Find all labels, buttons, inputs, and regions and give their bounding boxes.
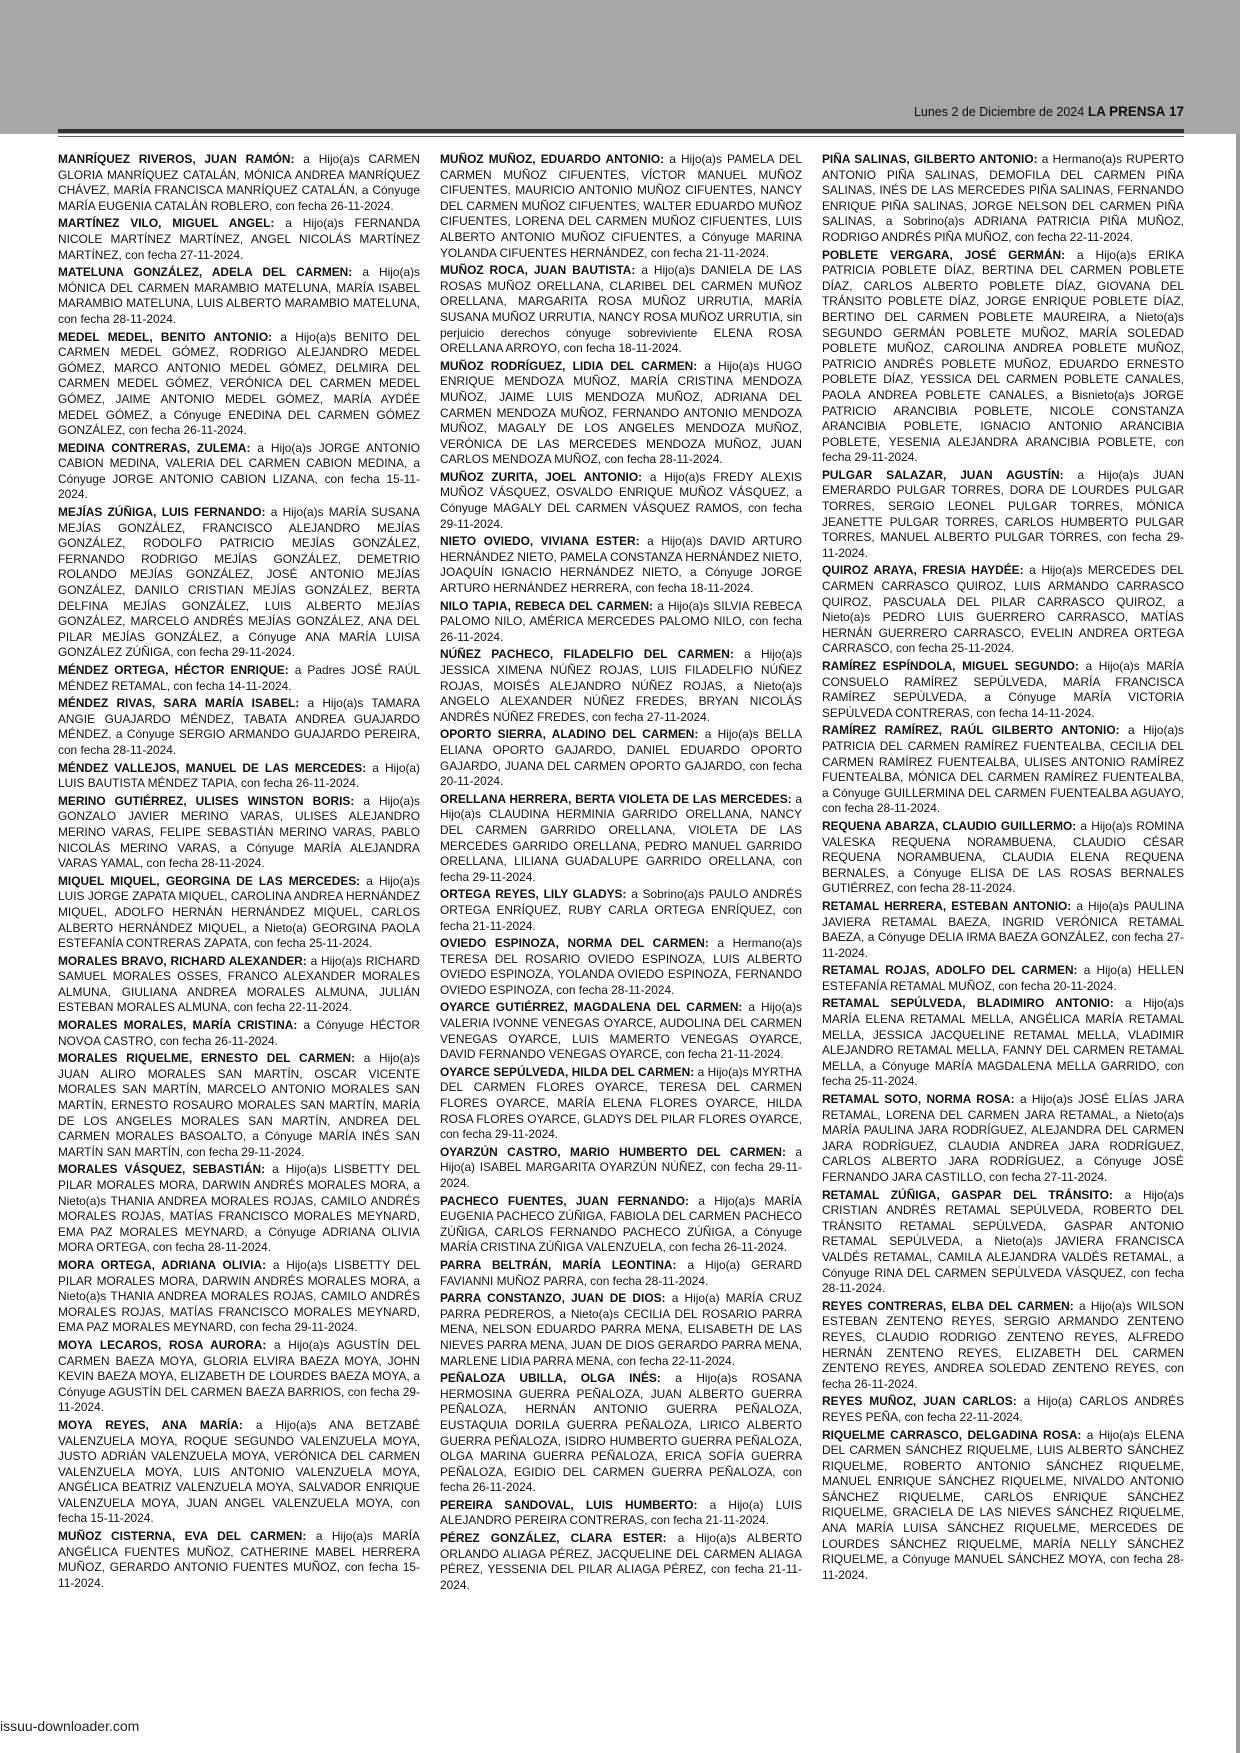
- notice-name: OYARCE SEPÚLVEDA, HILDA DEL CARMEN:: [440, 1064, 695, 1079]
- notice-entry: [440, 1498, 802, 1529]
- notice-name: MORALES MORALES, MARÍA CRISTINA:: [58, 1018, 298, 1033]
- notice-name: RETAMAL ROJAS, ADOLFO DEL CARMEN:: [822, 963, 1078, 978]
- page-edge: [1236, 134, 1240, 1753]
- notice-text: a Hijo(a)s CARMEN GLORIA MANRÍQUEZ CATALÁN, MÓNICA ANDREA MANRÍQUEZ CHÁVEZ, MARÍA FRANCISCA MANRÍQUEZ CATALÁN, a Cónyuge MARÍA EUGENIA CATALÁN ROBLERO, con fecha 26-11-2024.: [58, 152, 420, 213]
- notice-entry: [822, 1428, 1184, 1584]
- notice-name: MOYA REYES, ANA MARÍA:: [58, 1417, 243, 1432]
- notice-name: OYARZÚN CASTRO, MARIO HUMBERTO DEL CARMEN:: [440, 1144, 786, 1159]
- notice-text: a Hijo(a)s LISBETTY DEL PILAR MORALES MORA, DARWIN ANDRÉS MORALES MORA, a Nieto(a)s THANIA ANDREA MORALES ROJAS, CAMILO ANDRÉS MORALES ROJAS, MATÍAS FRANCISCO MORALES MEYNARD, EMA PAZ MORALES MEYNARD, a Cónyuge ADRIANA OLIVIA MORA ORTEGA, con fecha 28-11-2024.: [58, 1162, 420, 1255]
- notice-text: a Hijo(a) LUIS BAUTISTA MÉNDEZ TAPIA, con fecha 26-11-2024.: [58, 760, 420, 791]
- notice-text: a Hijo(a)s JESSICA XIMENA NÚÑEZ ROJAS, LUIS FILADELFIO NÚÑEZ ROJAS, MOISÉS ALEJANDRO NÚÑEZ ROJAS, a Nieto(a)s ANGELO ALEXANDER NÚÑEZ FREDES, BRYAN NICOLÁS ANDRÉS NÚÑEZ FREDES, con fecha 27-11-2024.: [440, 647, 802, 724]
- notice-name: MEDINA CONTRERAS, ZULEMA:: [58, 440, 251, 455]
- notice-name: MORALES BRAVO, RICHARD ALEXANDER:: [58, 953, 307, 968]
- notice-name: PEREIRA SANDOVAL, LUIS HUMBERTO:: [440, 1497, 698, 1512]
- notice-name: OVIEDO ESPINOZA, NORMA DEL CARMEN:: [440, 936, 709, 951]
- notice-text: a Hijo(a) GERARD FAVIANNI MUÑOZ PARRA, con fecha 28-11-2024.: [440, 1257, 802, 1288]
- notice-text: a Hijo(a)s PAMELA DEL CARMEN MUÑOZ CIFUENTES, VÍCTOR MANUEL MUÑOZ CIFUENTES, MAURICIO ANTONIO MUÑOZ CIFUENTES, NANCY DEL CARMEN MUÑOZ CIFUENTES, WALTER EDUARDO MUÑOZ CIFUENTES, LORENA DEL CARMEN MUÑOZ CIFUENTES, LUIS ALBERTO ANTONIO MUÑOZ CIFUENTES, a Cónyuge MARINA YOLANDA CIFUENTES HERNÁNDEZ, con fecha 21-11-2024.: [440, 152, 802, 260]
- notice-entry: [58, 1529, 420, 1591]
- notice-entry: [440, 599, 802, 646]
- notice-entry: [440, 1145, 802, 1192]
- notice-name: QUIROZ ARAYA, FRESIA HAYDÉE:: [822, 563, 1024, 578]
- header-page-number: 17: [1168, 104, 1184, 119]
- column-1: [58, 152, 420, 1652]
- notice-name: ORTEGA REYES, LILY GLADYS:: [440, 887, 627, 902]
- notice-name: MÉNDEZ VALLEJOS, MANUEL DE LAS MERCEDES:: [58, 760, 367, 775]
- notice-name: OYARCE GUTIÉRREZ, MAGDALENA DEL CARMEN:: [440, 1000, 743, 1015]
- notice-entry: [822, 819, 1184, 897]
- notice-entry: [58, 794, 420, 872]
- notice-text: a Hijo(a)s JOSÉ ELÍAS JARA RETAMAL, LORENA DEL CARMEN JARA RETAMAL, a Nieto(a)s MARÍA PAULINA JARA RODRÍGUEZ, ALEJANDRA DEL CARMEN JARA RODRÍGUEZ, CLAUDIA ANDREA JARA RODRÍGUEZ, CARLOS ALBERTO JARA RODRÍGUEZ, a Cónyuge JOSÉ FERNANDO JARA CASTILLO, con fecha 27-11-2024.: [822, 1092, 1184, 1184]
- notice-name: MUÑOZ CISTERNA, EVA DEL CARMEN:: [58, 1529, 307, 1544]
- notice-text: a Hijo(a)s BENITO DEL CARMEN MEDEL GÓMEZ, RODRIGO ALEJANDRO MEDEL GÓMEZ, MARCO ANTONIO MEDEL GÓMEZ, DELMIRA DEL CARMEN MEDEL GÓMEZ, VERÓNICA DEL CARMEN MEDEL GÓMEZ, JAIME ANTONIO MEDEL GÓMEZ, MARÍA AYDÉE MEDEL GÓMEZ, a Cónyuge ENEDINA DEL CARMEN GÓMEZ GONZÁLEZ, con fecha 26-11-2024.: [58, 329, 420, 438]
- notice-name: MUÑOZ ZURITA, JOEL ANTONIO:: [440, 469, 643, 484]
- notice-text: a Hijo(a)s FREDY ALEXIS MUÑOZ VÁSQUEZ, OSVALDO ENRIQUE MUÑOZ VÁSQUEZ, a Cónyuge MAGALY DEL CARMEN VÁSQUEZ RAMOS, con fecha 29-11-2024.: [440, 469, 802, 531]
- notice-text: a Hijo(a) MARÍA CRUZ PARRA PEDREROS, a Nieto(a)s CECILIA DEL ROSARIO PARRA MENA, NELSON EDUARDO PARRA MENA, ELISABETH DE LAS NIEVES PARRA MENA, JUAN DE DIOS GERARDO PARRA MENA, MARLENE LIDIA PARRA MENA, con fecha 22-11-2024.: [440, 1291, 802, 1368]
- notice-entry: [822, 1092, 1184, 1186]
- notice-name: RETAMAL ZÚÑIGA, GASPAR DEL TRÁNSITO:: [822, 1187, 1113, 1202]
- notice-text: a Hijo(a) CARLOS ANDRÉS REYES PEÑA, con fecha 22-11-2024.: [822, 1394, 1184, 1424]
- column-3: [822, 152, 1184, 1652]
- notice-entry: [822, 899, 1184, 961]
- notice-entry: [58, 663, 420, 694]
- header-rule-thin: [58, 136, 1184, 137]
- notice-name: MERINO GUTIÉRREZ, ULISES WINSTON BORIS:: [58, 793, 355, 808]
- notice-name: MOYA LECAROS, ROSA AURORA:: [58, 1337, 267, 1352]
- notice-text: a Hijo(a)s DAVID ARTURO HERNÁNDEZ NIETO, PAMELA CONSTANZA HERNÁNDEZ NIETO, JOAQUÍN IGNACIO HERNÁNDEZ NIETO, a Cónyuge JORGE ARTURO HERNÁNDEZ HERRERA, con fecha 18-11-2024.: [440, 534, 802, 596]
- notice-name: MEJÍAS ZÚÑIGA, LUIS FERNANDO:: [58, 505, 266, 520]
- header-brand: LA PRENSA: [1087, 104, 1166, 119]
- notice-name: NILO TAPIA, REBECA DEL CARMEN:: [440, 598, 654, 613]
- notice-text: a Hijo(a)s JUAN EMERARDO PULGAR TORRES, DORA DE LOURDES PULGAR TORRES, SERGIO LEONEL PULGAR TORRES, MÓNICA JEANETTE PULGAR TORRES, CARLOS HUMBERTO PULGAR TORRES, MANUEL ALBERTO PULGAR TORRES, con fecha 29-11-2024.: [822, 467, 1184, 560]
- notice-entry: [822, 963, 1184, 994]
- notice-entry: [58, 1338, 420, 1416]
- notice-entry: [822, 723, 1184, 817]
- notice-name: MARTÍNEZ VILO, MIGUEL ANGEL:: [58, 216, 275, 231]
- notice-entry: [822, 996, 1184, 1090]
- notice-name: RAMÍREZ ESPÍNDOLA, MIGUEL SEGUNDO:: [822, 659, 1079, 673]
- notice-text: a Hijo(a)s LISBETTY DEL PILAR MORALES MORA, DARWIN ANDRÉS MORALES MORA, a Nieto(a)s THANIA ANDREA MORALES ROJAS, CAMILO ANDRÉS MORALES ROJAS, MATÍAS FRANCISCO MORALES MEYNARD, EMA PAZ MORALES MEYNARD, con fecha 29-11-2024.: [58, 1257, 420, 1335]
- notice-name: PACHECO FUENTES, JUAN FERNANDO:: [440, 1193, 689, 1208]
- notice-entry: [58, 1018, 420, 1049]
- notice-entry: [822, 563, 1184, 657]
- notice-text: a Cónyuge HÉCTOR NOVOA CASTRO, con fecha 26-11-2024.: [58, 1018, 420, 1048]
- notice-text: a Hijo(a)s MARÍA CONSUELO RAMÍREZ SEPÚLVEDA, MARÍA FRANCISCA RAMÍREZ SEPÚLVEDA, a Cónyuge MARÍA VICTORIA SEPÚLVEDA CONTRERAS, con fecha 14-11-2024.: [822, 659, 1184, 720]
- notice-entry: [822, 248, 1184, 466]
- notice-entry: [58, 265, 420, 327]
- notice-entry: [440, 1291, 802, 1369]
- notice-name: MUÑOZ MUÑOZ, EDUARDO ANTONIO:: [440, 152, 665, 166]
- notice-text: a Hijo(a)s PAULINA JAVIERA RETAMAL BAEZA, INGRID VERÓNICA RETAMAL BAEZA, a Cónyuge DELIA IRMA BAEZA GONZÁLEZ, con fecha 27-11-2024.: [822, 898, 1184, 960]
- notice-name: RIQUELME CARRASCO, DELGADINA ROSA:: [822, 1427, 1082, 1442]
- notice-text: a Hijo(a)s WILSON ESTEBAN ZENTENO REYES, SERGIO ARMANDO ZENTENO REYES, CLAUDIO RODRIGO ZENTENO REYES, ALFREDO HERNÁN ZENTENO REYES, ELIZABETH DEL CARMEN ZENTENO REYES, ANDREA SOLEDAD ZENTENO REYES, con fecha 26-11-2024.: [822, 1298, 1184, 1391]
- notice-text: a Hermano(a)s TERESA DEL ROSARIO OVIEDO ESPINOZA, LUIS ALBERTO OVIEDO ESPINOZA, YOLANDA OVIEDO ESPINOZA, FERNANDO OVIEDO ESPINOZA, con fecha 28-11-2024.: [440, 936, 802, 997]
- notice-name: PARRA CONSTANZO, JUAN DE DIOS:: [440, 1291, 666, 1306]
- notice-entry: [58, 761, 420, 792]
- notice-text: a Hijo(a)s MARÍA ANGÉLICA FUENTES MUÑOZ, CATHERINE MABEL HERRERA MUÑOZ, GERARDO ANTONIO FUENTES MUÑOZ, con fecha 15-11-2024.: [58, 1529, 420, 1590]
- notice-entry: [58, 874, 420, 952]
- notice-entry: [440, 1531, 802, 1593]
- notice-text: a Hijo(a)s GONZALO JAVIER MERINO VARAS, ULISES ALEJANDRO MERINO VARAS, FELIPE SEBASTIÁN MERINO VARAS, PABLO NICOLÁS MERINO VARAS, a Cónyuge MARÍA ALEJANDRA VARAS YAMAL, con fecha 28-11-2024.: [58, 793, 420, 871]
- notice-name: MIQUEL MIQUEL, GEORGINA DE LAS MERCEDES:: [58, 873, 361, 888]
- notice-text: a Hijo(a)s RICHARD SAMUEL MORALES OSSES, FRANCO ALEXANDER MORALES ALMUNA, GIULIANA ANDREA MORALES ALMUNA, JULIÁN ESTEBAN MORALES ALMUNA, con fecha 22-11-2024.: [58, 953, 420, 1015]
- notice-entry: [822, 1394, 1184, 1425]
- notice-entry: [440, 792, 802, 886]
- notice-name: RETAMAL SOTO, NORMA ROSA:: [822, 1092, 1015, 1107]
- notice-name: PEÑALOZA UBILLA, OLGA INÉS:: [440, 1371, 661, 1386]
- notice-name: RETAMAL SEPÚLVEDA, BLADIMIRO ANTONIO:: [822, 996, 1114, 1011]
- notice-name: PULGAR SALAZAR, JUAN AGUSTÍN:: [822, 467, 1064, 482]
- notice-entry: [440, 263, 802, 357]
- notice-text: a Hijo(a)s MERCEDES DEL CARMEN CARRASCO QUIROZ, LUIS ARMANDO CARRASCO QUIROZ, PASCUALA DEL PILAR CARRASCO QUIROZ, a Nieto(a)s PEDRO LUIS GUERRERO CARRASCO, MATÍAS HERNÁN GUERRERO CARRASCO, EVELIN ANDREA ORTEGA CARRASCO, con fecha 25-11-2024.: [822, 563, 1184, 656]
- notice-text: a Hermano(a)s RUPERTO ANTONIO PIÑA SALINAS, DEMOFILA DEL CARMEN PIÑA SALINAS, INÉS DE LAS MERCEDES PIÑA SALINAS, FERNANDO ENRIQUE PIÑA SALINAS, JORGE NELSON DEL CARMEN PIÑA SALINAS, a Sobrino(a)s ADRIANA PATRICIA PIÑA MUÑOZ, RODRIGO ANDRÉS PIÑA MUÑOZ, con fecha 22-11-2024.: [822, 152, 1184, 244]
- notice-text: a Hijo(a)s VALERIA IVONNE VENEGAS OYARCE, AUDOLINA DEL CARMEN VENEGAS OYARCE, LUIS MAMERTO VENEGAS OYARCE, DAVID FERNANDO VENEGAS OYARCE, con fecha 21-11-2024.: [440, 1000, 802, 1062]
- notice-entry: [440, 1371, 802, 1496]
- notice-entry: [440, 936, 802, 998]
- notice-entry: [440, 152, 802, 261]
- notice-entry: [58, 1418, 420, 1527]
- column-2: [440, 152, 802, 1652]
- notice-text: a Hijo(a) HELLEN ESTEFANÍA RETAMAL MUÑOZ, con fecha 20-11-2024.: [822, 963, 1184, 993]
- notice-text: a Hijo(a)s ANA BETZABÉ VALENZUELA MOYA, ROQUE SEGUNDO VALENZUELA MOYA, JUSTO ADRIÁN VALENZUELA MOYA, VERÓNICA DEL CARMEN VALENZUELA MOYA, LUIS ANTONIO VALENZUELA MOYA, ANGÉLICA BEATRIZ VALENZUELA MOYA, SALVADOR ENRIQUE VALENZUELA MOYA, JUAN ANGEL VALENZUELA MOYA, con fecha 15-11-2024.: [58, 1417, 420, 1526]
- notice-text: a Padres JOSÉ RAÚL MÉNDEZ RETAMAL, con fecha 14-11-2024.: [58, 663, 420, 693]
- notice-name: MANRÍQUEZ RIVEROS, JUAN RAMÓN:: [58, 152, 295, 166]
- notice-name: MUÑOZ RODRÍGUEZ, LIDIA DEL CARMEN:: [440, 358, 698, 373]
- notice-entry: [58, 954, 420, 1016]
- notice-entry: [58, 216, 420, 263]
- notice-entry: [58, 1051, 420, 1160]
- notice-name: MÉNDEZ RIVAS, SARA MARÍA ISABEL:: [58, 696, 300, 711]
- notice-entry: [440, 470, 802, 532]
- notice-name: MEDEL MEDEL, BENITO ANTONIO:: [58, 329, 273, 344]
- header-rule: [58, 129, 1184, 133]
- notice-entry: [440, 727, 802, 789]
- notice-entry: [58, 152, 420, 214]
- watermark: issuu-downloader.com: [0, 1718, 140, 1734]
- notice-name: MORALES VÁSQUEZ, SEBASTIÁN:: [58, 1162, 266, 1177]
- notice-entry: [440, 359, 802, 468]
- notice-name: MÉNDEZ ORTEGA, HÉCTOR ENRIQUE:: [58, 663, 289, 677]
- notice-text: a Hijo(a) LUIS ALEJANDRO PEREIRA CONTRERAS, con fecha 21-11-2024.: [440, 1497, 802, 1528]
- notice-text: a Hijo(a)s BELLA ELIANA OPORTO GAJARDO, DANIEL EDUARDO OPORTO GAJARDO, JUANA DEL CARMEN OPORTO GAJARDO, con fecha 20-11-2024.: [440, 727, 802, 789]
- notice-entry: [440, 534, 802, 596]
- notice-entry: [822, 659, 1184, 721]
- notice-name: REYES CONTRERAS, ELBA DEL CARMEN:: [822, 1298, 1074, 1313]
- notice-text: a Hijo(a)s CRISTIAN ANDRÉS RETAMAL SEPÚLVEDA, ROBERTO DEL TRÁNSITO RETAMAL SEPÚLVEDA, GASPAR ANTONIO RETAMAL SEPÚLVEDA, a Nieto(a)s JAVIERA FRANCISCA VALDÉS RETAMAL, CAMILA ALEJANDRA VALDÉS RETAMAL, a Cónyuge RINA DEL CARMEN SEPÚLVEDA VÁSQUEZ, con fecha 28-11-2024.: [822, 1187, 1184, 1296]
- notice-name: NIETO OVIEDO, VIVIANA ESTER:: [440, 534, 640, 549]
- notice-entry: [822, 152, 1184, 246]
- notice-text: a Hijo(a)s ROSANA HERMOSINA GUERRA PEÑALOZA, JUAN ALBERTO GUERRA PEÑALOZA, HERNÁN ANTONIO GUERRA PEÑALOZA, EUSTAQUIA DORILA GUERRA PEÑALOZA, LIRICO ALBERTO GUERRA PEÑALOZA, ISIDRO HUMBERTO GUERRA PEÑALOZA, OLGA MARINA GUERRA PEÑALOZA, ERICA SOFÍA GUERRA PEÑALOZA, EGIDIO DEL CARMEN GUERRA PEÑALOZA, con fecha 26-11-2024.: [440, 1371, 802, 1495]
- notice-entry: [440, 647, 802, 725]
- notice-text: a Sobrino(a)s PAULO ANDRÉS ORTEGA ENRÍQUEZ, RUBY CARLA ORTEGA ENRÍQUEZ, con fecha 21-11-2024.: [440, 887, 802, 933]
- notice-name: OPORTO SIERRA, ALADINO DEL CARMEN:: [440, 727, 699, 742]
- notice-text: a Hijo(a)s DANIELA DE LAS ROSAS MUÑOZ ORELLANA, CLARIBEL DEL CARMEN MUÑOZ ORELLANA, MARGARITA ROSA MUÑOZ URRUTIA, MARÍA SUSANA MUÑOZ URRUTIA, NANCY ROSA MUÑOZ URRUTIA, sin perjuicio derechos cónyuge sobreviviente ELENA ROSA ORELLANA ARROYO, con fecha 18-11-2024.: [440, 263, 802, 356]
- notice-entry: [440, 887, 802, 934]
- notice-text: a Hijo(a) ISABEL MARGARITA OYARZÚN NÚÑEZ, con fecha 29-11-2024.: [440, 1144, 802, 1190]
- notice-entry: [58, 330, 420, 439]
- notice-text: a Hijo(a)s HUGO ENRIQUE MENDOZA MUÑOZ, MARÍA CRISTINA MENDOZA MUÑOZ, JAIME LUIS MENDOZA MUÑOZ, ADRIANA DEL CARMEN MENDOZA MUÑOZ, FERNANDO ANTONIO MENDOZA MUÑOZ, MAGALY DE LOS ANGELES MENDOZA MUÑOZ, VERÓNICA DE LAS MERCEDES MENDOZA MUÑOZ, JUAN CARLOS MENDOZA MUÑOZ, con fecha 28-11-2024.: [440, 358, 802, 467]
- notice-name: PIÑA SALINAS, GILBERTO ANTONIO:: [822, 152, 1038, 166]
- notice-text: a Hijo(a)s LUIS JORGE ZAPATA MIQUEL, CAROLINA ANDREA HERNÁNDEZ MIQUEL, ADOLFO HERNÁN HERNÁNDEZ MIQUEL, CARLOS ALBERTO HERNÁNDEZ MIQUEL, a Nieto(a) GEORGINA PAOLA ESTEFANÍA CONTRERAS ZAPATA, con fecha 25-11-2024.: [58, 873, 420, 951]
- notice-entry: [440, 1000, 802, 1062]
- notice-name: MORA ORTEGA, ADRIANA OLIVIA:: [58, 1257, 267, 1272]
- notice-name: PARRA BELTRÁN, MARÍA LEONTINA:: [440, 1257, 677, 1272]
- notice-text: a Hijo(a)s ROMINA VALESKA REQUENA NORAMBUENA, CLAUDIO CÉSAR REQUENA NORAMBUENA, CLAUDIA ELENA REQUENA BERNALES, a Cónyuge ELISA DE LAS ROSAS BERNALES GUTIÉRREZ, con fecha 28-11-2024.: [822, 818, 1184, 896]
- header-date: Lunes 2 de Diciembre de 2024: [913, 105, 1085, 119]
- notice-text: a Hijo(a)s MARÍA ELENA RETAMAL MELLA, ANGÉLICA MARÍA RETAMAL MELLA, JESSICA JACQUELINE RETAMAL MELLA, VLADIMIR ALEJANDRO RETAMAL MELLA, FANNY DEL CARMEN RETAMAL MELLA, a Cónyuge MARÍA MAGDALENA MELLA GARRIDO, con fecha 25-11-2024.: [822, 996, 1184, 1089]
- notice-text: a Hijo(a)s JUAN ALIRO MORALES SAN MARTÍN, OSCAR VICENTE MORALES SAN MARTÍN, MARCELO ANTONIO MORALES SAN MARTÍN, ERNESTO ROSAURO MORALES SAN MARTÍN, MARÍA DE LOS ANGELES MORALES SAN MARTÍN, ANDREA DEL CARMEN MORALES BASOALTO, a Cónyuge MARÍA INÉS SAN MARTÍN SAN MARTÍN, con fecha 29-11-2024.: [58, 1051, 420, 1159]
- notice-entry: [822, 468, 1184, 562]
- notice-text: a Hijo(a)s MÓNICA DEL CARMEN MARAMBIO MATELUNA, MARÍA ISABEL MARAMBIO MATELUNA, LUIS ALBERTO MARAMBIO MATELUNA, con fecha 28-11-2024.: [58, 265, 420, 326]
- notice-columns: [58, 152, 1184, 1652]
- notice-text: a Hijo(a)s MYRTHA DEL CARMEN FLORES OYARCE, TERESA DEL CARMEN FLORES OYARCE, MARÍA ELENA FLORES OYARCE, HILDA ROSA FLORES OYARCE, GLADYS DEL PILAR FLORES OYARCE, con fecha 29-11-2024.: [440, 1064, 802, 1142]
- notice-name: RETAMAL HERRERA, ESTEBAN ANTONIO:: [822, 898, 1072, 913]
- notice-entry: [822, 1299, 1184, 1393]
- notice-name: MATELUNA GONZÁLEZ, ADELA DEL CARMEN:: [58, 265, 353, 280]
- notice-text: a Hijo(a)s TAMARA ANGIE GUAJARDO MÉNDEZ, TABATA ANDREA GUAJARDO MÉNDEZ, a Cónyuge SERGIO ARMANDO GUAJARDO PEREIRA, con fecha 28-11-2024.: [58, 696, 420, 757]
- notice-entry: [822, 1188, 1184, 1297]
- notice-text: a Hijo(a)s AGUSTÍN DEL CARMEN BAEZA MOYA, GLORIA ELVIRA BAEZA MOYA, JOHN KEVIN BAEZA MOYA, ELIZABETH DE LOURDES BAEZA MOYA, a Cónyuge AGUSTÍN DEL CARMEN BAEZA BARRIOS, con fecha 29-11-2024.: [58, 1337, 420, 1415]
- notice-name: RAMÍREZ RAMÍREZ, RAÚL GILBERTO ANTONIO:: [822, 723, 1120, 738]
- notice-text: a Hijo(a)s MARÍA SUSANA MEJÍAS GONZÁLEZ, FRANCISCO ALEJANDRO MEJÍAS GONZÁLEZ, RODOLFO PATRICIO MEJÍAS GONZÁLEZ, FERNANDO RODRIGO MEJÍAS GONZÁLEZ, DEMETRIO ROLANDO MEJÍAS GONZÁLEZ, JOSÉ ANTONIO MEJÍAS GONZÁLEZ, DANILO CRISTIAN MEJÍAS GONZÁLEZ, BERTA DELFINA MEJÍAS GONZÁLEZ, LUIS ALBERTO MEJÍAS GONZÁLEZ, MARCELO ANDRÉS MEJÍAS GONZÁLEZ, ANA DEL PILAR MEJÍAS GONZÁLEZ, a Cónyuge ANA MARÍA LUISA GONZÁLEZ ZÚÑIGA, con fecha 29-11-2024.: [58, 505, 420, 660]
- notice-text: a Hijo(a)s FERNANDA NICOLE MARTÍNEZ MARTÍNEZ, ANGEL NICOLÁS MARTÍNEZ MARTÍNEZ, con fecha 27-11-2024.: [58, 216, 420, 262]
- notice-text: a Hijo(a)s SILVIA REBECA PALOMO NILO, AMÉRICA MERCEDES PALOMO NILO, con fecha 26-11-2024.: [440, 598, 802, 644]
- notice-entry: [58, 505, 420, 661]
- notice-name: MORALES RIQUELME, ERNESTO DEL CARMEN:: [58, 1051, 356, 1066]
- notice-text: a Hijo(a)s PATRICIA DEL CARMEN RAMÍREZ FUENTEALBA, CECILIA DEL CARMEN RAMÍREZ FUENTEALBA, ULISES ANTONIO RAMÍREZ FUENTEALBA, MÓNICA DEL CARMEN RAMÍREZ FUENTEALBA, a Cónyuge GUILLERMINA DEL CARMEN FUENTEALBA AGUAYO, con fecha 28-11-2024.: [822, 723, 1184, 816]
- notice-entry: [440, 1065, 802, 1143]
- notice-entry: [58, 1258, 420, 1336]
- notice-name: POBLETE VERGARA, JOSÉ GERMÁN:: [822, 247, 1066, 262]
- notice-name: PÉREZ GONZÁLEZ, CLARA ESTER:: [440, 1531, 667, 1546]
- notice-text: a Hijo(a)s ALBERTO ORLANDO ALIAGA PÉREZ, JACQUELINE DEL CARMEN ALIAGA PÉREZ, YESSENIA DEL PILAR ALIAGA PÉREZ, con fecha 21-11-2024.: [440, 1531, 802, 1592]
- notice-text: a Hijo(a)s CLAUDINA HERMINIA GARRIDO ORELLANA, NANCY DEL CARMEN GARRIDO ORELLANA, VIOLETA DE LAS MERCEDES GARRIDO ORELLANA, PEDRO MANUEL GARRIDO ORELLANA, LILIANA GUADALUPE GARRIDO ORELLANA, con fecha 29-11-2024.: [440, 791, 802, 884]
- notice-name: REQUENA ABARZA, CLAUDIO GUILLERMO:: [822, 818, 1077, 833]
- notice-entry: [58, 696, 420, 758]
- notice-text: a Hijo(a)s MARÍA EUGENIA PACHECO ZÚÑIGA, FABIOLA DEL CARMEN PACHECO ZÚÑIGA, CARLOS FERNANDO PACHECO ZÚÑIGA, a Cónyuge MARÍA CRISTINA ZÚÑIGA VALENZUELA, con fecha 26-11-2024.: [440, 1193, 802, 1255]
- notice-name: ORELLANA HERRERA, BERTA VIOLETA DE LAS MERCEDES:: [440, 791, 792, 806]
- notice-name: MUÑOZ ROCA, JUAN BAUTISTA:: [440, 263, 636, 278]
- notice-name: REYES MUÑOZ, JUAN CARLOS:: [822, 1394, 1017, 1409]
- notice-entry: [440, 1258, 802, 1289]
- notice-text: a Hijo(a)s JORGE ANTONIO CABION MEDINA, VALERIA DEL CARMEN CABION MEDINA, a Cónyuge JORGE ANTONIO CABION LIZANA, con fecha 15-11-2024.: [58, 440, 420, 502]
- notice-name: NÚÑEZ PACHECO, FILADELFIO DEL CARMEN:: [440, 647, 734, 662]
- notice-text: a Hijo(a)s ERIKA PATRICIA POBLETE DÍAZ, BERTINA DEL CARMEN POBLETE DÍAZ, CARLOS ALBERTO POBLETE DÍAZ, GIOVANA DEL TRÁNSITO POBLETE DÍAZ, JORGE ENRIQUE POBLETE DÍAZ, BERTINO DEL CARMEN POBLETE MAUREIRA, a Nieto(a)s SEGUNDO GERMÁN POBLETE MUÑOZ, MARÍA SOLEDAD POBLETE MUÑOZ, CAROLINA ANDREA POBLETE MUÑOZ, PATRICIO ANDRÉS POBLETE MUÑOZ, EDUARDO ERNESTO POBLETE DÍAZ, YESSICA DEL CARMEN POBLETE CANALES, PAOLA ANDREA POBLETE CANALES, a Bisnieto(a)s JORGE PATRICIO ARANCIBIA POBLETE, NICOLE CONSTANZA ARANCIBIA POBLETE, IGNACIO ANTONIO ARANCIBIA POBLETE, YESENIA ALEJANDRA ARANCIBIA POBLETE, con fecha 29-11-2024.: [822, 247, 1184, 465]
- page-header: [58, 104, 1184, 126]
- notice-entry: [58, 441, 420, 503]
- notice-text: a Hijo(a)s ELENA DEL CARMEN SÁNCHEZ RIQUELME, LUIS ALBERTO SÁNCHEZ RIQUELME, ROBERTO ANTONIO SÁNCHEZ RIQUELME, MANUEL ENRIQUE SÁNCHEZ RIQUELME, NIVALDO ANTONIO SÁNCHEZ RIQUELME, CARLOS ENRIQUE SÁNCHEZ RIQUELME, GRACIELA DE LAS NIEVES SÁNCHEZ RIQUELME, ANA MARÍA LUISA SÁNCHEZ RIQUELME, MERCEDES DE LOURDES SÁNCHEZ RIQUELME, MARÍA NELLY SÁNCHEZ RIQUELME, a Cónyuge MANUEL SÁNCHEZ MOYA, con fecha 28-11-2024.: [822, 1427, 1184, 1582]
- notice-entry: [58, 1162, 420, 1256]
- notice-entry: [440, 1194, 802, 1256]
